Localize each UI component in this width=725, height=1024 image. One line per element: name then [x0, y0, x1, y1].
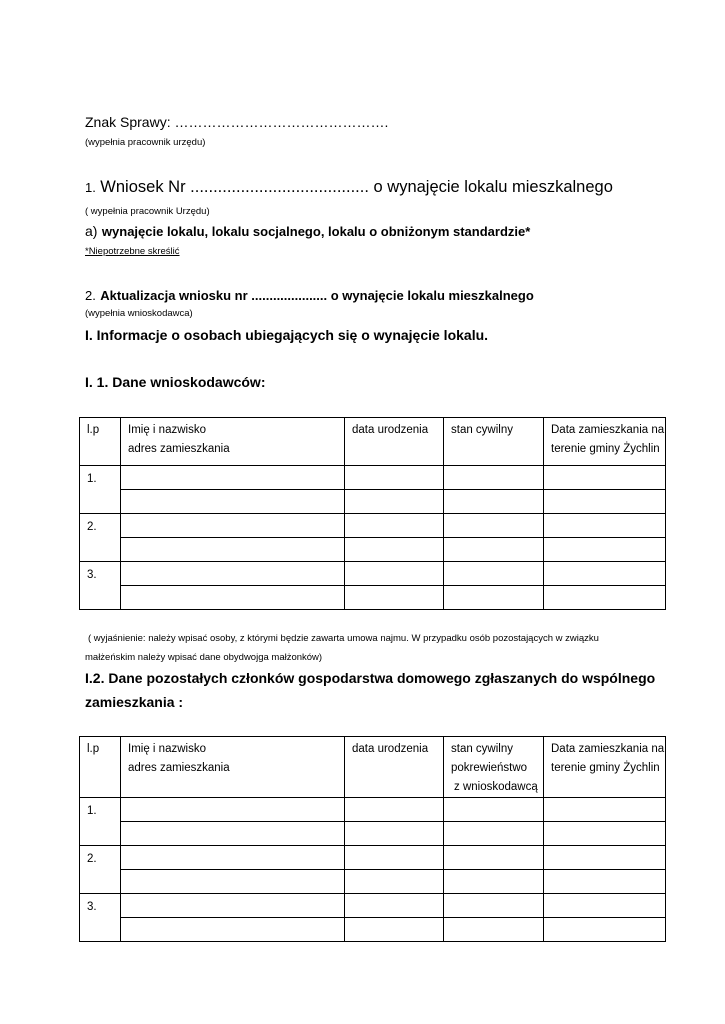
table-row	[80, 894, 666, 918]
table-header-row	[80, 418, 666, 466]
address-cell[interactable]	[121, 586, 345, 610]
residence-cell[interactable]	[544, 918, 666, 942]
header-civil: stan cywilny pokrewieństwo z wnioskodawcą	[444, 737, 544, 798]
header-residence: Data zamieszkania na terenie gminy Żychlin	[544, 737, 666, 798]
table-row	[80, 798, 666, 822]
name-cell[interactable]	[121, 562, 345, 586]
section-number: 2.	[85, 288, 96, 303]
row-number: 2.	[80, 514, 121, 562]
name-cell[interactable]	[121, 846, 345, 870]
civil-cell[interactable]	[444, 894, 544, 918]
address-cell[interactable]	[121, 918, 345, 942]
name-cell[interactable]	[121, 894, 345, 918]
table-row	[80, 538, 666, 562]
birth-cell[interactable]	[345, 822, 444, 846]
civil-cell[interactable]	[444, 822, 544, 846]
update-title-row	[85, 287, 534, 305]
residence-cell[interactable]	[544, 870, 666, 894]
name-cell[interactable]	[121, 514, 345, 538]
birth-cell[interactable]	[345, 466, 444, 490]
table-row	[80, 870, 666, 894]
civil-cell[interactable]	[444, 918, 544, 942]
birth-cell[interactable]	[345, 514, 444, 538]
option-text: wynajęcie lokalu, lokalu socjalnego, lokalu o obniżonym standardzie*	[101, 224, 531, 239]
row-number: 1.	[80, 466, 121, 514]
residence-cell[interactable]	[544, 846, 666, 870]
table-header-row	[80, 737, 666, 798]
civil-cell[interactable]	[444, 586, 544, 610]
application-option-row	[85, 223, 530, 241]
applicants-table	[79, 417, 666, 610]
explanation-line2: małżeńskim należy wpisać dane obydwojga małżonków)	[85, 652, 323, 663]
table-row	[80, 490, 666, 514]
residence-cell[interactable]	[544, 798, 666, 822]
row-number: 3.	[80, 894, 121, 942]
residence-cell[interactable]	[544, 894, 666, 918]
civil-cell[interactable]	[444, 466, 544, 490]
explanation-line1: ( wyjaśnienie: należy wpisać osoby, z którymi będzie zawarta umowa najmu. W przypadku osób pozostających w związku	[88, 633, 599, 644]
footnote: *Niepotrzebne skreślić	[85, 246, 180, 257]
birth-cell[interactable]	[345, 490, 444, 514]
part1-sub-heading: I. 1. Dane wnioskodawców:	[85, 374, 266, 390]
table-row	[80, 562, 666, 586]
table-row	[80, 846, 666, 870]
civil-cell[interactable]	[444, 490, 544, 514]
case-number-label: Znak Sprawy: ……………………………………….	[85, 114, 389, 130]
residence-cell[interactable]	[544, 538, 666, 562]
case-number-note: (wypełnia pracownik urzędu)	[85, 137, 206, 148]
birth-cell[interactable]	[345, 918, 444, 942]
part1-heading: I. Informacje o osobach ubiegających się o wynajęcie lokalu.	[85, 327, 489, 343]
birth-cell[interactable]	[345, 894, 444, 918]
header-civil: stan cywilny	[444, 418, 544, 466]
residence-cell[interactable]	[544, 586, 666, 610]
birth-cell[interactable]	[345, 798, 444, 822]
row-number: 3.	[80, 562, 121, 610]
name-cell[interactable]	[121, 798, 345, 822]
address-cell[interactable]	[121, 870, 345, 894]
civil-cell[interactable]	[444, 846, 544, 870]
part2-heading-line1: I.2. Dane pozostałych członków gospodarstwa domowego zgłaszanych do wspólnego	[85, 670, 656, 686]
civil-cell[interactable]	[444, 870, 544, 894]
name-cell[interactable]	[121, 466, 345, 490]
address-cell[interactable]	[121, 822, 345, 846]
residence-cell[interactable]	[544, 822, 666, 846]
header-name: Imię i nazwisko adres zamieszkania	[121, 737, 345, 798]
header-lp: l.p	[80, 737, 121, 798]
civil-cell[interactable]	[444, 562, 544, 586]
section-number: 1.	[85, 180, 96, 195]
civil-cell[interactable]	[444, 514, 544, 538]
civil-cell[interactable]	[444, 798, 544, 822]
header-residence: Data zamieszkania na terenie gminy Żychlin	[544, 418, 666, 466]
civil-cell[interactable]	[444, 538, 544, 562]
birth-cell[interactable]	[345, 870, 444, 894]
part2-heading-line2: zamieszkania :	[85, 694, 184, 710]
table-row	[80, 918, 666, 942]
birth-cell[interactable]	[345, 586, 444, 610]
residence-cell[interactable]	[544, 490, 666, 514]
option-prefix: a)	[85, 223, 98, 239]
header-name: Imię i nazwisko adres zamieszkania	[121, 418, 345, 466]
row-number: 1.	[80, 798, 121, 846]
header-birth: data urodzenia	[345, 737, 444, 798]
update-title: Aktualizacja wniosku nr ..................... o wynajęcie lokalu mieszkalnego	[100, 288, 534, 303]
birth-cell[interactable]	[345, 562, 444, 586]
header-lp: l.p	[80, 418, 121, 466]
table-row	[80, 822, 666, 846]
table-row	[80, 586, 666, 610]
address-cell[interactable]	[121, 490, 345, 514]
row-number: 2.	[80, 846, 121, 894]
header-birth: data urodzenia	[345, 418, 444, 466]
residence-cell[interactable]	[544, 514, 666, 538]
update-title-note: (wypełnia wnioskodawca)	[85, 308, 193, 319]
application-title: Wniosek Nr ....................................... o wynajęcie lokalu mieszkalnego	[100, 178, 613, 196]
household-members-table	[79, 736, 666, 942]
residence-cell[interactable]	[544, 466, 666, 490]
application-title-note: ( wypełnia pracownik Urzędu)	[85, 206, 210, 217]
address-cell[interactable]	[121, 538, 345, 562]
birth-cell[interactable]	[345, 538, 444, 562]
table-row	[80, 466, 666, 490]
table-row	[80, 514, 666, 538]
birth-cell[interactable]	[345, 846, 444, 870]
residence-cell[interactable]	[544, 562, 666, 586]
application-title-row	[85, 178, 613, 197]
